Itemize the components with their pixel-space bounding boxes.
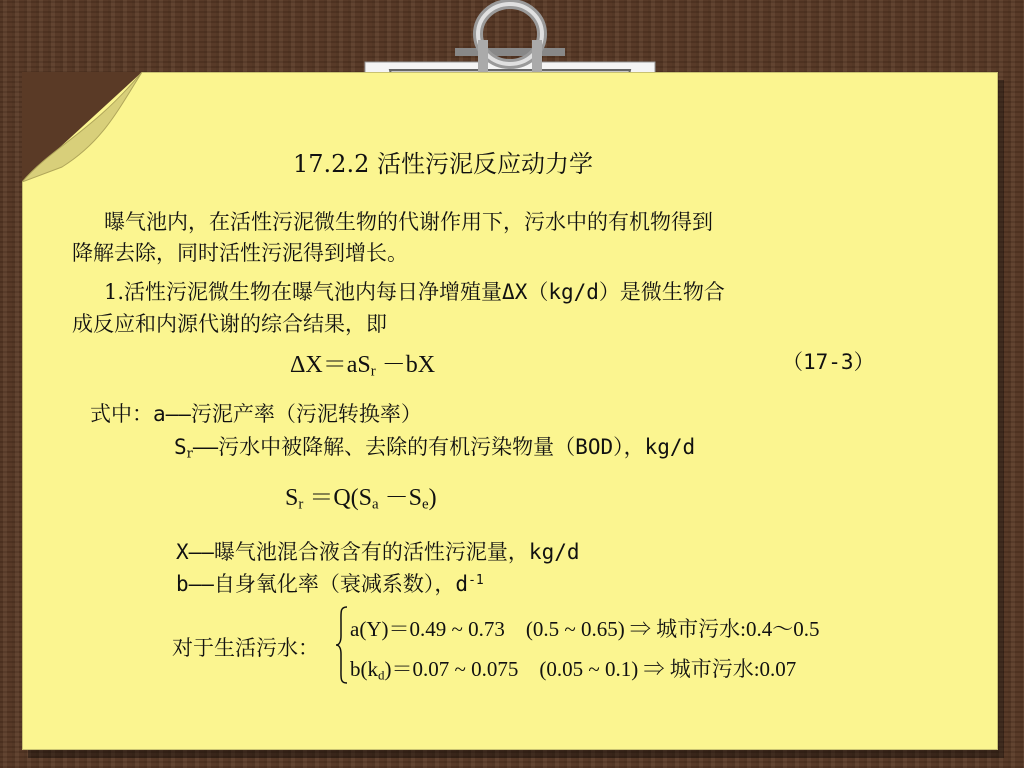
def-sr xyxy=(174,431,695,461)
item-unit: ΔX（kg/d） xyxy=(502,280,620,304)
def-sr-subscript: r xyxy=(186,446,193,462)
item-text: 1.活性污泥微生物在曝气池内每日净增殖量 xyxy=(104,280,503,304)
eq-subscript: r xyxy=(370,363,376,380)
domestic-row-b xyxy=(350,653,796,683)
def-b-text: b——自身氧化率（衰减系数），d xyxy=(176,572,469,596)
def-x: X——曝气池混合液含有的活性污泥量，kg/d xyxy=(176,540,580,564)
def-sr-symbol: S xyxy=(174,435,187,459)
eq2-sub-e: e xyxy=(421,496,429,513)
eq2-sub-r: r xyxy=(298,496,304,513)
domestic-label: 对于生活污水： xyxy=(172,636,319,660)
left-brace-icon xyxy=(335,606,349,684)
row-b-post: )＝0.07 ~ 0.075 (0.05 ~ 0.1) ⇒ 城市污水:0.07 xyxy=(384,657,797,681)
eq-lhs: ΔX＝aS xyxy=(290,352,371,378)
page-title: 17.2.2 活性污泥反应动力学 xyxy=(293,150,593,178)
eq-rhs: －bX xyxy=(375,352,436,378)
eq2-end: ) xyxy=(428,485,437,511)
def-a: a——污泥产率（污泥转换率） xyxy=(153,402,422,426)
row-b-pre: b(k xyxy=(350,657,378,681)
paragraph-line: 曝气池内，在活性污泥微生物的代谢作用下，污水中的有机物得到 xyxy=(104,210,713,234)
item-line: 成反应和内源代谢的综合结果，即 xyxy=(72,312,387,336)
where-line xyxy=(90,398,422,428)
equation-17-3 xyxy=(290,344,435,381)
def-sr-text: ——污水中被降解、去除的有机污染物量（BOD），kg/d xyxy=(192,435,696,459)
item-text: 是微生物合 xyxy=(619,280,725,304)
item-line xyxy=(104,276,725,306)
eq2-sub-a: a xyxy=(372,496,379,513)
eq2-s: S xyxy=(285,485,299,511)
equation-sr xyxy=(285,477,437,514)
page-curl xyxy=(22,72,142,182)
row-b-sub: d xyxy=(378,667,385,683)
paragraph-line: 降解去除，同时活性污泥得到增长。 xyxy=(72,241,408,265)
equation-number: （17-3） xyxy=(782,350,875,374)
domestic-row-a: a(Y)＝0.49 ~ 0.73 (0.5 ~ 0.65) ⇒ 城市污水:0.4～0.5 xyxy=(350,617,820,641)
eq2-minus: －S xyxy=(378,485,422,511)
eq2-mid: ＝Q(S xyxy=(303,485,372,511)
def-b xyxy=(176,568,484,598)
where-label: 式中： xyxy=(90,402,153,426)
def-b-superscript: -1 xyxy=(468,572,484,588)
